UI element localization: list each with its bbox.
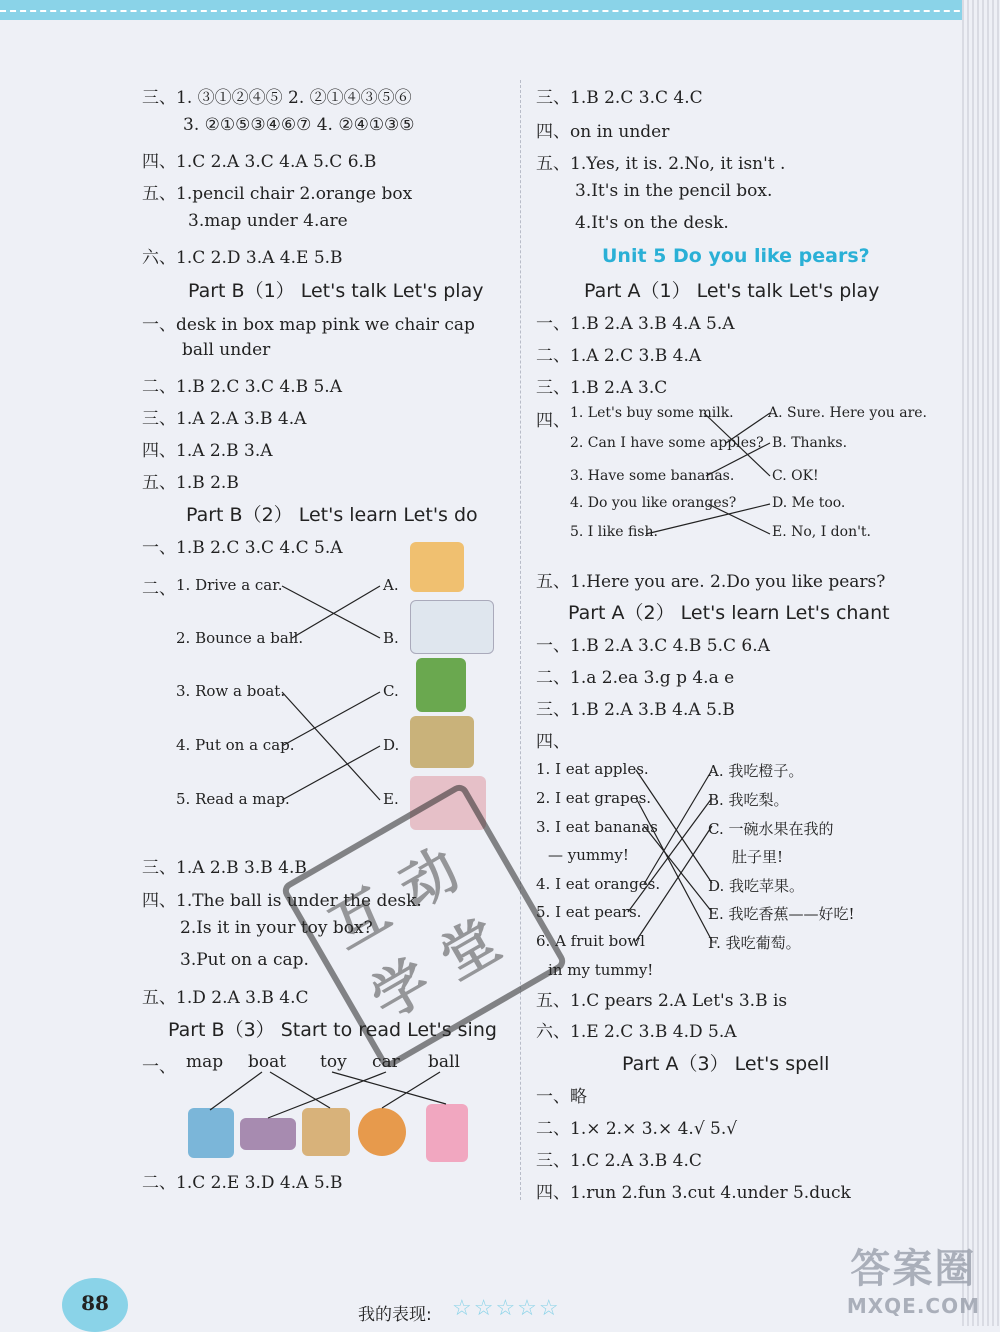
answer-line: 五、1.C pears 2.A Let's 3.B is <box>536 991 788 1011</box>
answer-line: 五、1.pencil chair 2.orange box <box>142 184 413 204</box>
section-heading: Part B（1） Let's talk Let's play <box>188 280 484 302</box>
answer-line: 五、1.D 2.A 3.B 4.C <box>142 988 309 1008</box>
match-answer: E. 我吃香蕉——好吃! <box>708 905 855 923</box>
matching-prefix: 二、 <box>142 579 176 599</box>
watermark-logo <box>847 1237 980 1318</box>
match-item: 6. A fruit bowl <box>536 932 645 950</box>
match-answer: D. Me too. <box>772 495 846 511</box>
match-answer: B. Thanks. <box>772 435 848 451</box>
section-heading: Part A（2） Let's learn Let's chant <box>568 602 890 624</box>
answer-line: ball under <box>182 340 271 360</box>
answer-line: 四、1.run 2.fun 3.cut 4.under 5.duck <box>536 1183 851 1203</box>
matching-prefix: 四、 <box>536 411 570 431</box>
match-item: 5. I like fish. <box>570 524 658 540</box>
match-item: — yummy! <box>548 846 629 864</box>
match-item: 1. I eat apples. <box>536 760 649 778</box>
answer-line: 3. ②①⑤③④⑥⑦ 4. ②④①③⑤ <box>183 115 415 135</box>
answer-line: 六、1.E 2.C 3.B 4.D 5.A <box>536 1022 737 1042</box>
answer-line: 四、1.The ball is under the desk. <box>142 891 422 911</box>
match-answer: C. OK! <box>772 468 819 484</box>
answer-line: 五、1.Here you are. 2.Do you like pears? <box>536 572 886 592</box>
answer-line: 一、略 <box>536 1087 587 1107</box>
answer-line: 一、1.B 2.A 3.C 4.B 5.C 6.A <box>536 636 770 656</box>
word-toy: toy <box>320 1052 347 1072</box>
match-item: 4. I eat oranges. <box>536 875 661 893</box>
answer-line: 二、1.A 2.C 3.B 4.A <box>536 346 702 366</box>
unit-title: Unit 5 Do you like pears? <box>602 245 870 267</box>
match-item: 2. Can I have some apples? <box>570 435 764 451</box>
match-answer: A. Sure. Here you are. <box>768 405 927 421</box>
match-answer: B. 我吃梨。 <box>708 791 789 809</box>
rating-stars: ☆☆☆☆☆ <box>452 1296 561 1321</box>
match-answer: D. 我吃苹果。 <box>708 877 805 895</box>
match-item: 5. I eat pears. <box>536 903 642 921</box>
answer-line: 四、 <box>536 732 570 752</box>
answer-line: 四、on in under <box>536 122 670 142</box>
section-heading: Part A（3） Let's spell <box>622 1053 830 1075</box>
answer-line: 3.It's in the pencil box. <box>575 181 773 201</box>
watermark-title: 答案圈 <box>850 1246 977 1292</box>
answer-line: 三、1. ③①②④⑤ 2. ②①④③⑤⑥ <box>142 88 412 108</box>
answer-line: 五、1.Yes, it is. 2.No, it isn't . <box>536 154 786 174</box>
section-heading: Part B（3） Start to read Let's sing <box>168 1019 497 1041</box>
match-item: 3. Have some bananas. <box>570 468 735 484</box>
answer-line: 四、1.C 2.A 3.C 4.A 5.C 6.B <box>142 152 377 172</box>
answer-line: 一、1.B 2.C 3.C 4.C 5.A <box>142 538 343 558</box>
word-ball: ball <box>428 1052 460 1072</box>
match-letter: D. <box>383 736 400 754</box>
match-item: 4. Do you like oranges? <box>570 495 737 511</box>
section-heading: Part B（2） Let's learn Let's do <box>186 504 478 526</box>
match-item: 3. I eat bananas <box>536 818 658 836</box>
word-car: car <box>372 1052 400 1072</box>
match-answer: F. 我吃葡萄。 <box>708 934 801 952</box>
match-letter: E. <box>383 790 399 808</box>
match-item: 2. I eat grapes. <box>536 789 652 807</box>
match-answer: E. No, I don't. <box>772 524 872 540</box>
match-item: in my tummy! <box>548 961 654 979</box>
match-letter: C. <box>383 682 399 700</box>
words-prefix: 一、 <box>142 1057 176 1077</box>
answer-line: 二、1.× 2.× 3.× 4.√ 5.√ <box>536 1119 738 1139</box>
answer-line: 六、1.C 2.D 3.A 4.E 5.B <box>142 248 343 268</box>
match-answer: C. 一碗水果在我的 <box>708 820 834 838</box>
answer-line: 三、1.A 2.B 3.B 4.B <box>142 858 307 878</box>
match-item: 5. Read a map. <box>176 790 290 808</box>
answer-line: 2.Is it in your toy box? <box>180 918 373 938</box>
answer-line: 3.Put on a cap. <box>180 950 309 970</box>
answer-line: 一、1.B 2.A 3.B 4.A 5.A <box>536 314 735 334</box>
answer-line: 三、1.B 2.A 3.B 4.A 5.B <box>536 700 735 720</box>
word-map: map <box>186 1052 224 1072</box>
match-answer: A. 我吃橙子。 <box>708 762 804 780</box>
stamp-mark: 互 动 学 堂 <box>279 781 569 1071</box>
answer-line: 三、1.B 2.C 3.C 4.C <box>536 88 703 108</box>
match-item: 1. Let's buy some milk. <box>570 405 734 421</box>
match-letter: A. <box>383 576 399 594</box>
match-item: 4. Put on a cap. <box>176 736 295 754</box>
match-letter: B. <box>383 629 399 647</box>
answer-line: 3.map under 4.are <box>188 211 348 231</box>
answer-line: 4.It's on the desk. <box>575 213 729 233</box>
match-item: 3. Row a boat. <box>176 682 286 700</box>
section-heading: Part A（1） Let's talk Let's play <box>584 280 880 302</box>
answer-line: 五、1.B 2.B <box>142 473 239 493</box>
word-boat: boat <box>248 1052 287 1072</box>
match-answer: 肚子里! <box>732 848 784 866</box>
performance-label: 我的表现: <box>358 1305 432 1325</box>
answer-line: 二、1.a 2.ea 3.g p 4.a e <box>536 668 735 688</box>
answer-line: 三、1.A 2.A 3.B 4.A <box>142 409 307 429</box>
answer-line: 三、1.B 2.A 3.C <box>536 378 668 398</box>
answer-line: 三、1.C 2.A 3.B 4.C <box>536 1151 702 1171</box>
answer-line: 二、1.C 2.E 3.D 4.A 5.B <box>142 1173 343 1193</box>
match-item: 2. Bounce a ball. <box>176 629 304 647</box>
page-number: 88 <box>62 1278 128 1332</box>
watermark-url: MXQE.COM <box>846 1294 980 1318</box>
answer-line: 二、1.B 2.C 3.C 4.B 5.A <box>142 377 342 397</box>
answer-line: 一、desk in box map pink we chair cap <box>142 315 475 335</box>
match-item: 1. Drive a car. <box>176 576 283 594</box>
answer-line: 四、1.A 2.B 3.A <box>142 441 273 461</box>
